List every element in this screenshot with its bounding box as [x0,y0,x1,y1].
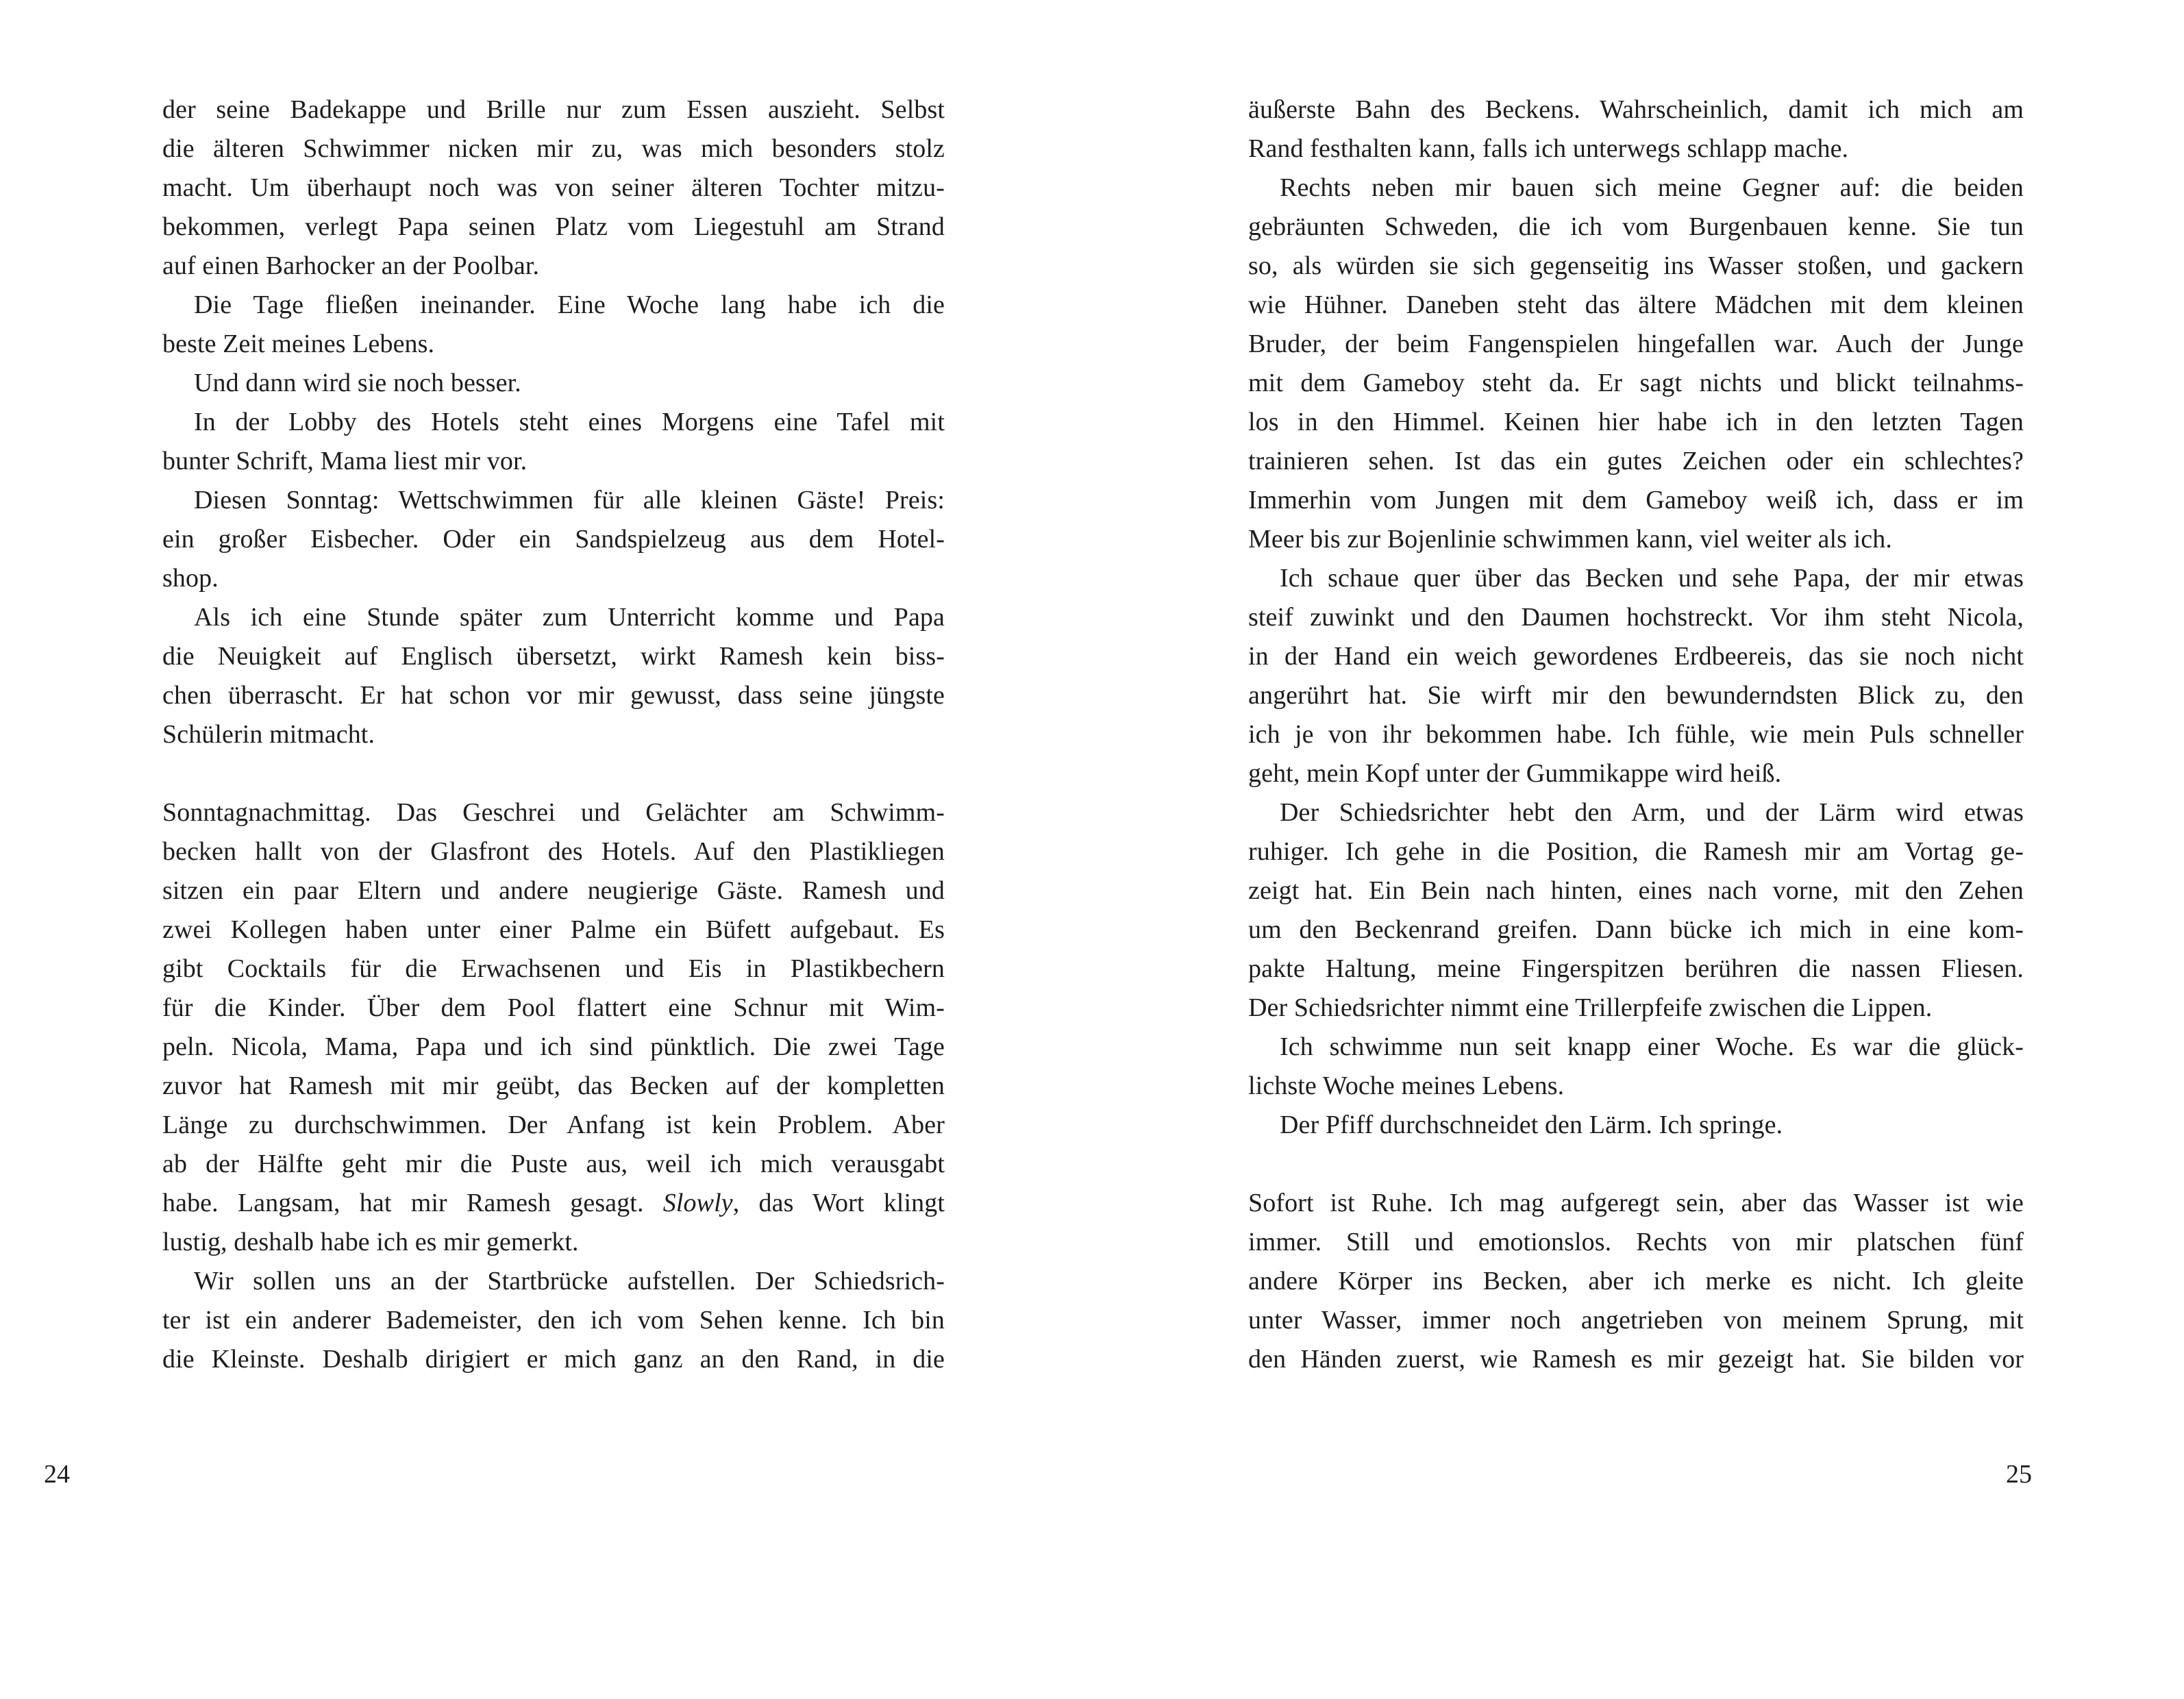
text-line: um den Beckenrand greifen. Dann bücke ich mich in eine kom- [1248,915,2024,944]
text-line: die älteren Schwimmer nicken mir zu, was mich besonders stolz [162,134,945,163]
text-line: so, als würden sie sich gegenseitig ins Wasser stoßen, und gackern [1248,251,2024,280]
text-line: Sonntagnachmittag. Das Geschrei und Gelächter am Schwimm- [162,798,945,827]
text-line: In der Lobby des Hotels steht eines Morgens eine Tafel mit [194,408,945,436]
text-line: gebräunten Schweden, die ich vom Burgenbauen kenne. Sie tun [1248,212,2024,241]
text-line: die Neuigkeit auf Englisch übersetzt, wirkt Ramesh kein biss- [162,642,945,671]
text-line: Der Schiedsrichter hebt den Arm, und der Lärm wird etwas [1280,798,2024,827]
text-line: becken hallt von der Glasfront des Hotels. Auf den Plastikliegen [162,837,945,866]
text-line: Schülerin mitmacht. [162,720,375,749]
text-line: Die Tage fließen ineinander. Eine Woche lang habe ich die [194,290,945,319]
text-line: Ich schwimme nun seit knapp einer Woche. Es war die glück- [1280,1032,2024,1061]
text-line: steif zuwinkt und den Daumen hochstreckt. Vor ihm steht Nicola, [1248,603,2024,632]
text-line: Der Pfiff durchschneidet den Lärm. Ich springe. [1280,1111,1783,1139]
text-line: habe. Langsam, hat mir Ramesh gesagt. Slowly, das Wort klingt [162,1189,945,1217]
text-line: angerührt hat. Sie wirft mir den bewunderndsten Blick zu, den [1248,681,2024,710]
text-line: Länge zu durchschwimmen. Der Anfang ist kein Problem. Aber [162,1111,945,1139]
text-line: Rechts neben mir bauen sich meine Gegner auf: die beiden [1280,173,2024,202]
text-line: chen überrascht. Er hat schon vor mir gewusst, dass seine jüngste [162,681,945,710]
text-line: Bruder, der beim Fangenspielen hingefallen war. Auch der Junge [1248,330,2024,358]
text-line: Rand festhalten kann, falls ich unterwegs schlapp mache. [1248,134,1849,163]
text-line: Der Schiedsrichter nimmt eine Trillerpfeife zwischen die Lippen. [1248,993,1933,1022]
text-line: zwei Kollegen haben unter einer Palme ein Büfett aufgebaut. Es [162,915,945,944]
text-line: Immerhin vom Jungen mit dem Gameboy weiß ich, dass er im [1248,486,2024,514]
page-right [1092,0,2184,1699]
paragraph-spacer [1248,1145,2024,1184]
page-number-right: 25 [2006,1460,2032,1489]
text-line: Ich schaue quer über das Becken und sehe Papa, der mir etwas [1280,564,2024,593]
text-line: mit dem Gameboy steht da. Er sagt nichts und blickt teilnahms- [1248,369,2024,397]
text-line: ruhiger. Ich gehe in die Position, die Ramesh mir am Vortag ge- [1248,837,2024,866]
text-line: Sofort ist Ruhe. Ich mag aufgeregt sein, aber das Wasser ist wie [1248,1189,2024,1217]
text-line: für die Kinder. Über dem Pool flattert eine Schnur mit Wim- [162,993,945,1022]
text-line: beste Zeit meines Lebens. [162,330,435,358]
text-line: ab der Hälfte geht mir die Puste aus, weil ich mich verausgabt [162,1150,945,1178]
text-line: ein großer Eisbecher. Oder ein Sandspielzeug aus dem Hotel- [162,525,945,554]
text-line: pakte Haltung, meine Fingerspitzen berühren die nassen Fliesen. [1248,954,2024,983]
text-line: Und dann wird sie noch besser. [194,369,521,397]
text-line: Diesen Sonntag: Wettschwimmen für alle kleinen Gäste! Preis: [194,486,945,514]
text-column-left [162,90,945,1379]
text-line: zeigt hat. Ein Bein nach hinten, eines nach vorne, mit den Zehen [1248,876,2024,905]
text-line: der seine Badekappe und Brille nur zum Essen auszieht. Selbst [162,95,945,124]
paragraph-spacer [162,754,945,793]
text-line: bunter Schrift, Mama liest mir vor. [162,447,528,475]
text-line: immer. Still und emotionslos. Rechts von mir platschen fünf [1248,1228,2024,1256]
text-line: macht. Um überhaupt noch was von seiner älteren Tochter mitzu- [162,173,945,202]
text-line: sitzen ein paar Eltern und andere neugierige Gäste. Ramesh und [162,876,945,905]
text-line: gibt Cocktails für die Erwachsenen und Eis in Plastikbechern [162,954,945,983]
page-number-left: 24 [44,1460,70,1489]
text-line: geht, mein Kopf unter der Gummikappe wird heiß. [1248,759,1782,788]
text-line: lustig, deshalb habe ich es mir gemerkt. [162,1228,579,1256]
text-line: ter ist ein anderer Bademeister, den ich vom Sehen kenne. Ich bin [162,1306,945,1335]
text-line: in der Hand ein weich gewordenes Erdbeereis, das sie noch nicht [1248,642,2024,671]
text-line: die Kleinste. Deshalb dirigiert er mich ganz an den Rand, in die [162,1345,945,1374]
text-line: den Händen zuerst, wie Ramesh es mir gezeigt hat. Sie bilden vor [1248,1345,2024,1374]
text-column-right [1248,90,2024,1379]
text-line: äußerste Bahn des Beckens. Wahrscheinlich, damit ich mich am [1248,95,2024,124]
text-line: ich je von ihr bekommen habe. Ich fühle, wie mein Puls schneller [1248,720,2024,749]
text-line: andere Körper ins Becken, aber ich merke es nicht. Ich gleite [1248,1267,2024,1295]
text-line: lichste Woche meines Lebens. [1248,1071,1565,1100]
text-line: unter Wasser, immer noch angetrieben von meinem Sprung, mit [1248,1306,2024,1335]
text-line: Wir sollen uns an der Startbrücke aufstellen. Der Schiedsrich- [194,1267,945,1295]
text-line: peln. Nicola, Mama, Papa und ich sind pünktlich. Die zwei Tage [162,1032,945,1061]
text-line: Als ich eine Stunde später zum Unterricht komme und Papa [194,603,945,632]
text-line: bekommen, verlegt Papa seinen Platz vom Liegestuhl am Strand [162,212,945,241]
text-line: shop. [162,564,219,593]
text-line: auf einen Barhocker an der Poolbar. [162,251,540,280]
text-line: trainieren sehen. Ist das ein gutes Zeichen oder ein schlechtes? [1248,447,2024,475]
text-line: los in den Himmel. Keinen hier habe ich in den letzten Tagen [1248,408,2024,436]
text-line: zuvor hat Ramesh mit mir geübt, das Becken auf der kompletten [162,1071,945,1100]
text-line: wie Hühner. Daneben steht das ältere Mädchen mit dem kleinen [1248,290,2024,319]
text-line: Meer bis zur Bojenlinie schwimmen kann, viel weiter als ich. [1248,525,1892,554]
